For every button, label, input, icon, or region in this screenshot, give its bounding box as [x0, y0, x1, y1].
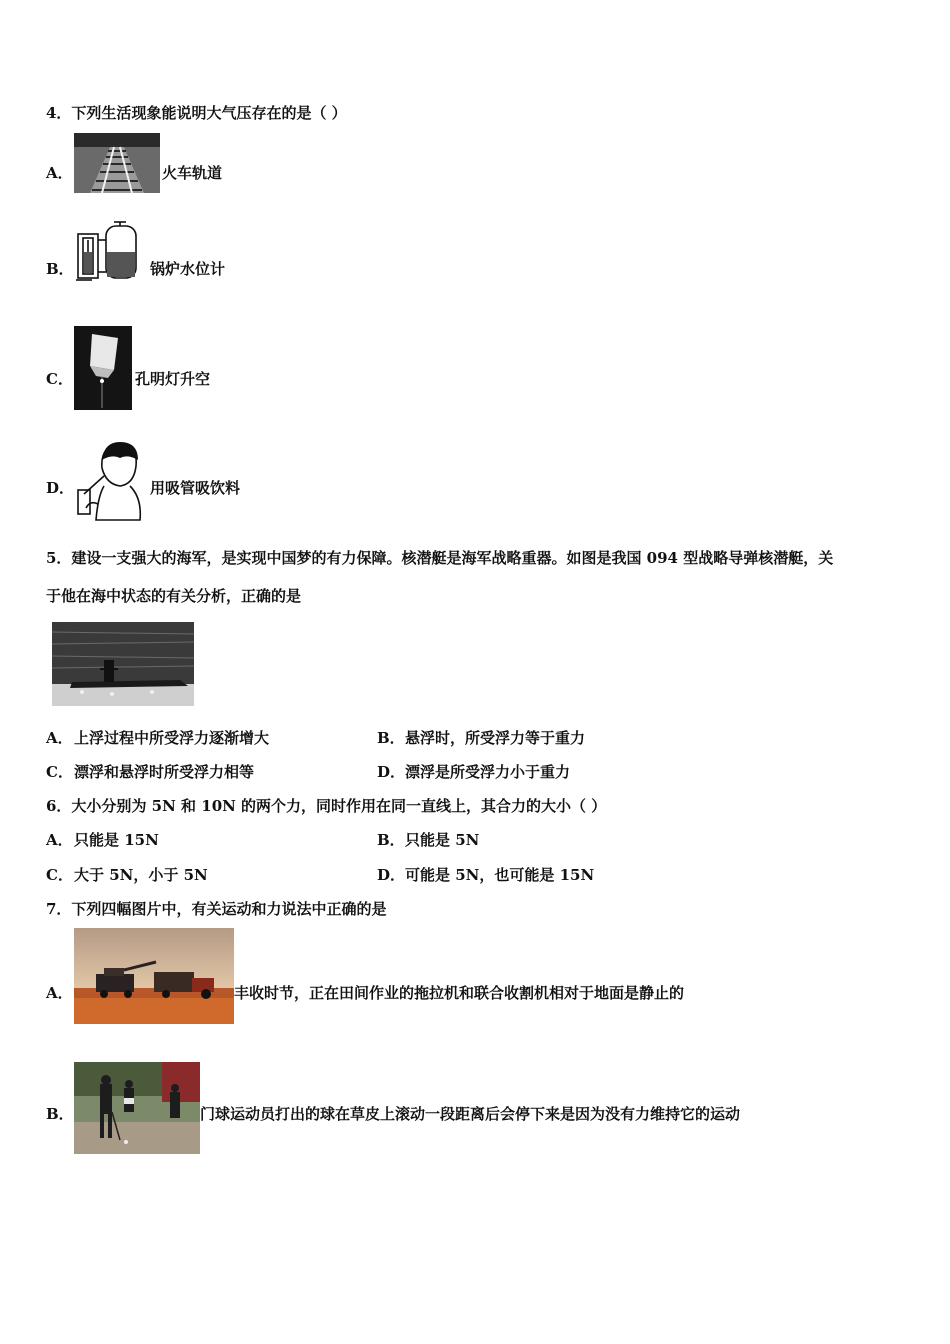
q6-stem: 6．大小分别为 5N 和 10N 的两个力，同时作用在同一直线上，其合力的大小（ ） — [46, 797, 607, 815]
q5-stem-line2: 于他在海中状态的有关分析，正确的是 — [46, 587, 302, 605]
q4-option-c-label: C． — [46, 370, 73, 388]
q5-option-a-label: A． — [46, 729, 73, 747]
q5-option-c-label: C． — [46, 763, 73, 781]
q6-option-c-text: 大于 5N，小于 5N — [74, 866, 208, 884]
q4-option-d-text: 用吸管吸饮料 — [150, 479, 241, 497]
q7-option-b-text: 门球运动员打出的球在草皮上滚动一段距离后会停下来是因为没有力维持它的运动 — [200, 1105, 741, 1123]
q4-option-d-label: D． — [46, 479, 75, 497]
q7-option-a-label: A． — [46, 984, 73, 1002]
drinking-with-straw-image — [74, 438, 142, 524]
q4-option-c-text: 孔明灯升空 — [135, 370, 211, 388]
q7-stem: 7．下列四幅图片中，有关运动和力说法中正确的是 — [46, 900, 387, 918]
q4-option-a-text: 火车轨道 — [162, 164, 223, 182]
q4-option-b-label: B． — [46, 260, 74, 278]
q4-stem: 4．下列生活现象能说明大气压存在的是（ ） — [46, 104, 347, 122]
boiler-water-gauge-image — [74, 220, 142, 284]
q6-option-d-text: 可能是 5N，也可能是 15N — [405, 866, 595, 884]
q7-option-b-label: B． — [46, 1105, 74, 1123]
combine-harvester-image — [74, 928, 234, 1024]
q6-option-a-text: 只能是 15N — [74, 831, 159, 849]
sky-lantern-image — [74, 326, 132, 410]
q5-option-a-text: 上浮过程中所受浮力逐渐增大 — [74, 729, 270, 747]
q5-option-b-label: B． — [377, 729, 405, 747]
railway-track-image — [74, 133, 160, 193]
q5-option-d-label: D． — [377, 763, 406, 781]
q5-option-d-text: 漂浮是所受浮力小于重力 — [405, 763, 571, 781]
q5-option-b-text: 悬浮时，所受浮力等于重力 — [405, 729, 586, 747]
q7-option-a-text: 丰收时节，正在田间作业的拖拉机和联合收割机相对于地面是静止的 — [234, 984, 685, 1002]
nuclear-submarine-image — [52, 622, 194, 706]
q6-option-b-text: 只能是 5N — [405, 831, 480, 849]
q4-option-b-text: 锅炉水位计 — [150, 260, 226, 278]
q4-option-a-label: A． — [46, 164, 73, 182]
q5-stem-line1: 5．建设一支强大的海军，是实现中国梦的有力保障。核潜艇是海军战略重器。如图是我国 094 型战略导弹核潜艇，关 — [46, 549, 834, 567]
gateball-players-image — [74, 1062, 200, 1154]
q6-option-b-label: B． — [377, 831, 405, 849]
q6-option-d-label: D． — [377, 866, 406, 884]
q5-option-c-text: 漂浮和悬浮时所受浮力相等 — [74, 763, 255, 781]
q6-option-c-label: C． — [46, 866, 73, 884]
q6-option-a-label: A． — [46, 831, 73, 849]
